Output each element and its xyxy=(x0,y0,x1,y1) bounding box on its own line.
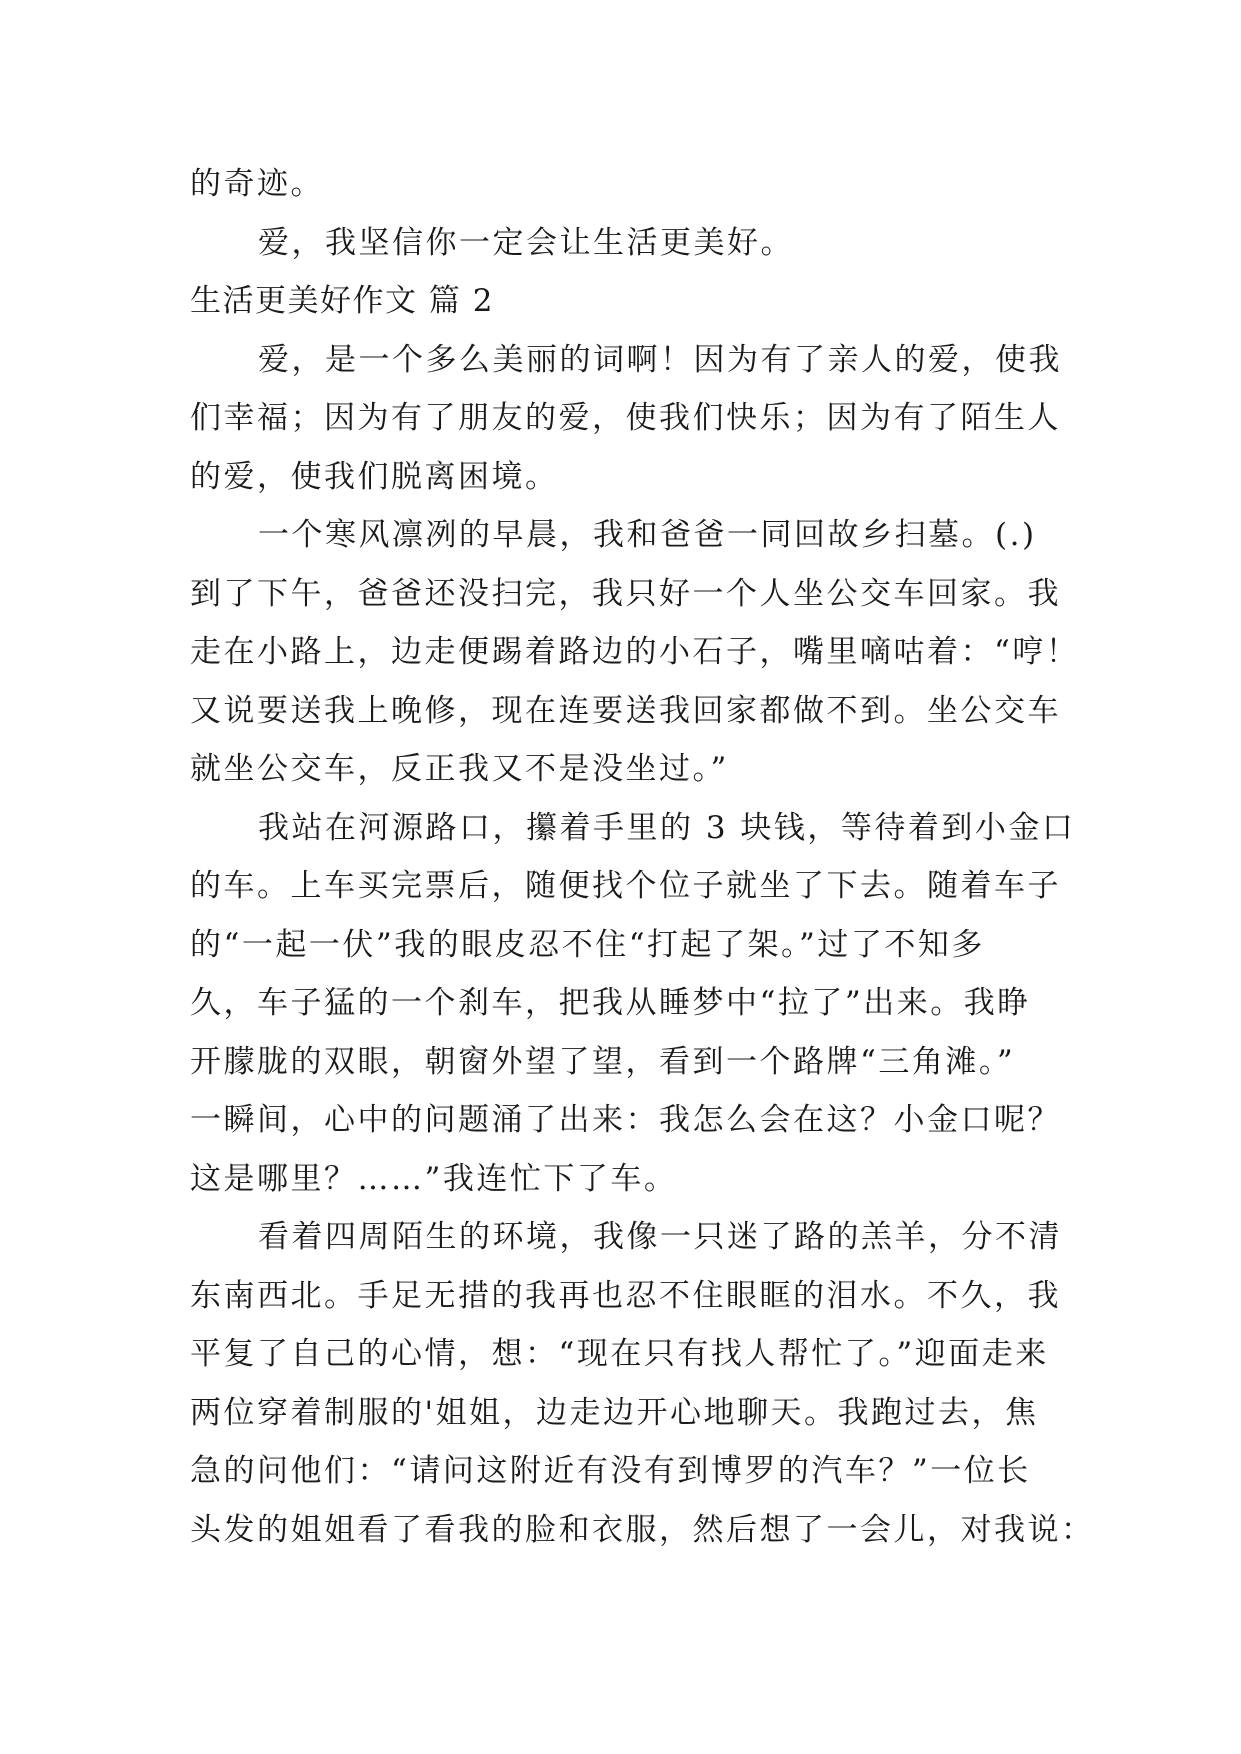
paragraph-line: 一瞬间，心中的问题涌了出来：我怎么会在这？小金口呢？ xyxy=(190,1102,1061,1138)
paragraph-line: 爱，是一个多么美丽的词啊！因为有了亲人的爱，使我 xyxy=(258,341,1062,378)
paragraph-line: 们幸福；因为有了朋友的爱，使我们快乐；因为有了陌生人 xyxy=(190,400,1061,436)
paragraph-line: 就坐公交车，反正我又不是没坐过。” xyxy=(190,751,729,787)
paragraph-line: 到了下午，爸爸还没扫完，我只好一个人坐公交车回家。我 xyxy=(190,575,1061,612)
paragraph-line: 的车。上车买完票后，随便找个位子就坐了下去。随着车子 xyxy=(190,868,1061,904)
paragraph-line: 开朦胧的双眼，朝窗外望了望，看到一个路牌“三角滩。” xyxy=(190,1043,1016,1080)
paragraph-line: 的“一起一伏”我的眼皮忍不住“打起了架。”过了不知多 xyxy=(190,926,985,963)
paragraph-line: 看着四周陌生的环境，我像一只迷了路的羔羊，分不清 xyxy=(258,1219,1062,1255)
paragraph-line: 两位穿着制服的'姐姐，边走边开心地聊天。我跑过去，焦 xyxy=(190,1394,1039,1431)
paragraph-line: 我站在河源路口，攥着手里的 3 块钱，等待着到小金口 xyxy=(258,809,1076,846)
paragraph-line: 的爱，使我们脱离困境。 xyxy=(190,458,559,495)
paragraph-line: 的奇迹。 xyxy=(190,166,324,202)
paragraph-line: 久，车子猛的一个刹车，把我从睡梦中“拉了”出来。我睁 xyxy=(190,985,1031,1021)
essay-body xyxy=(190,155,1095,1559)
paragraph-line: 头发的姐姐看了看我的脸和衣服，然后想了一会儿，对我说： xyxy=(190,1511,1095,1548)
paragraph-line: 东南西北。手足无措的我再也忍不住眼眶的泪水。不久，我 xyxy=(190,1277,1061,1314)
paragraph-line: 爱，我坚信你一定会让生活更美好。 xyxy=(258,224,794,261)
paragraph-line: 又说要送我上晚修，现在连要送我回家都做不到。坐公交车 xyxy=(190,692,1061,729)
paragraph-line: 走在小路上，边走便踢着路边的小石子，嘴里嘀咕着：“哼！ xyxy=(190,634,1080,670)
paragraph-line: 急的问他们：“请问这附近有没有到博罗的汽车？”一位长 xyxy=(190,1453,1031,1489)
paragraph-line: 这是哪里？……”我连忙下了车。 xyxy=(190,1160,678,1197)
section-heading: 生活更美好作文 篇 2 xyxy=(190,283,494,319)
paragraph-line: 平复了自己的心情，想：“现在只有找人帮忙了。”迎面走来 xyxy=(190,1336,1049,1372)
paragraph-line: 一个寒风凛冽的早晨，我和爸爸一同回故乡扫墓。(.) xyxy=(258,517,1037,553)
